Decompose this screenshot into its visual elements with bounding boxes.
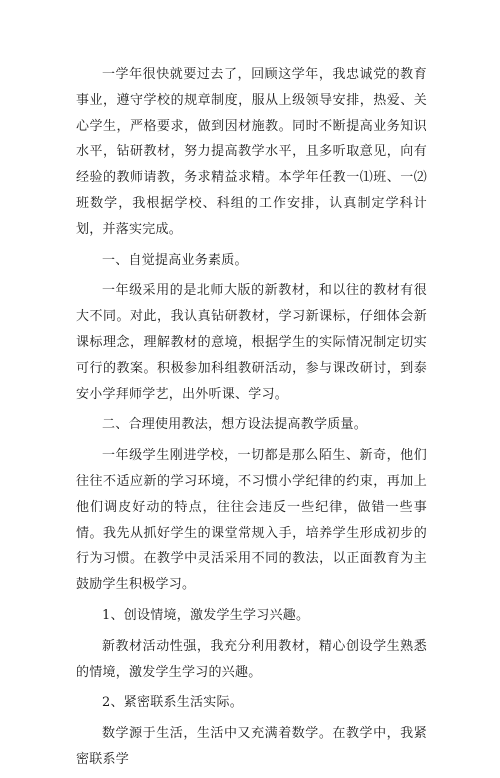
subsection-heading-1: 1、创设情境，激发学生学习兴趣。 [102, 607, 310, 623]
paragraph-create-situation: 新教材活动性强，我充分利用教材，精心创设学生熟悉的情境，激发学生学习的兴趣。 [76, 638, 427, 680]
document-body [76, 62, 427, 778]
paragraph-real-life: 数学源于生活，生活中又充满着数学。在教学中，我紧密联系学 [76, 726, 427, 767]
section-heading-2: 二、合理使用教法，想方设法提高教学质量。 [102, 417, 368, 433]
paragraph-intro: 一学年很快就要过去了，回顾这学年，我忠诚党的教育事业，遵守学校的规章制度，服从上级领导安排，热爱、关心学生，严格要求，做到因材施教。同时不断提高业务知识水平，钻研教材，努力提高教学水平，且多听取意见，向有经验的教师请教，务求精益求精。本学年任教一⑴班、一⑵班数学，我根据学校、科组的工作安排，认真制定学科计划，并落实完成。 [76, 67, 427, 237]
paragraph-teaching-methods: 一年级学生刚进学校，一切都是那么陌生、新奇，他们往往不适应新的学习环境，不习惯小学纪律的约束，再加上他们调皮好动的特点，往往会违反一些纪律，做错一些事情。我先从抓好学生的课堂常规入手，培养学生形成初步的行为习惯。在教学中灵活采用不同的教法，以正面教育为主鼓励学生积极学习。 [76, 448, 427, 593]
section-heading-1: 一、自觉提高业务素质。 [102, 252, 248, 268]
paragraph-business-quality: 一年级采用的是北师大版的新教材，和以往的教材有很大不同。对此，我认真钻研教材，学习新课标，仔细体会新课标理念，理解教材的意境，根据学生的实际情况制定切实可行的教案。积极参加科组教研活动，参与课改研讨，到泰安小学拜师学艺，出外听课、学习。 [76, 283, 427, 402]
subsection-heading-2: 2、紧密联系生活实际。 [102, 695, 244, 711]
